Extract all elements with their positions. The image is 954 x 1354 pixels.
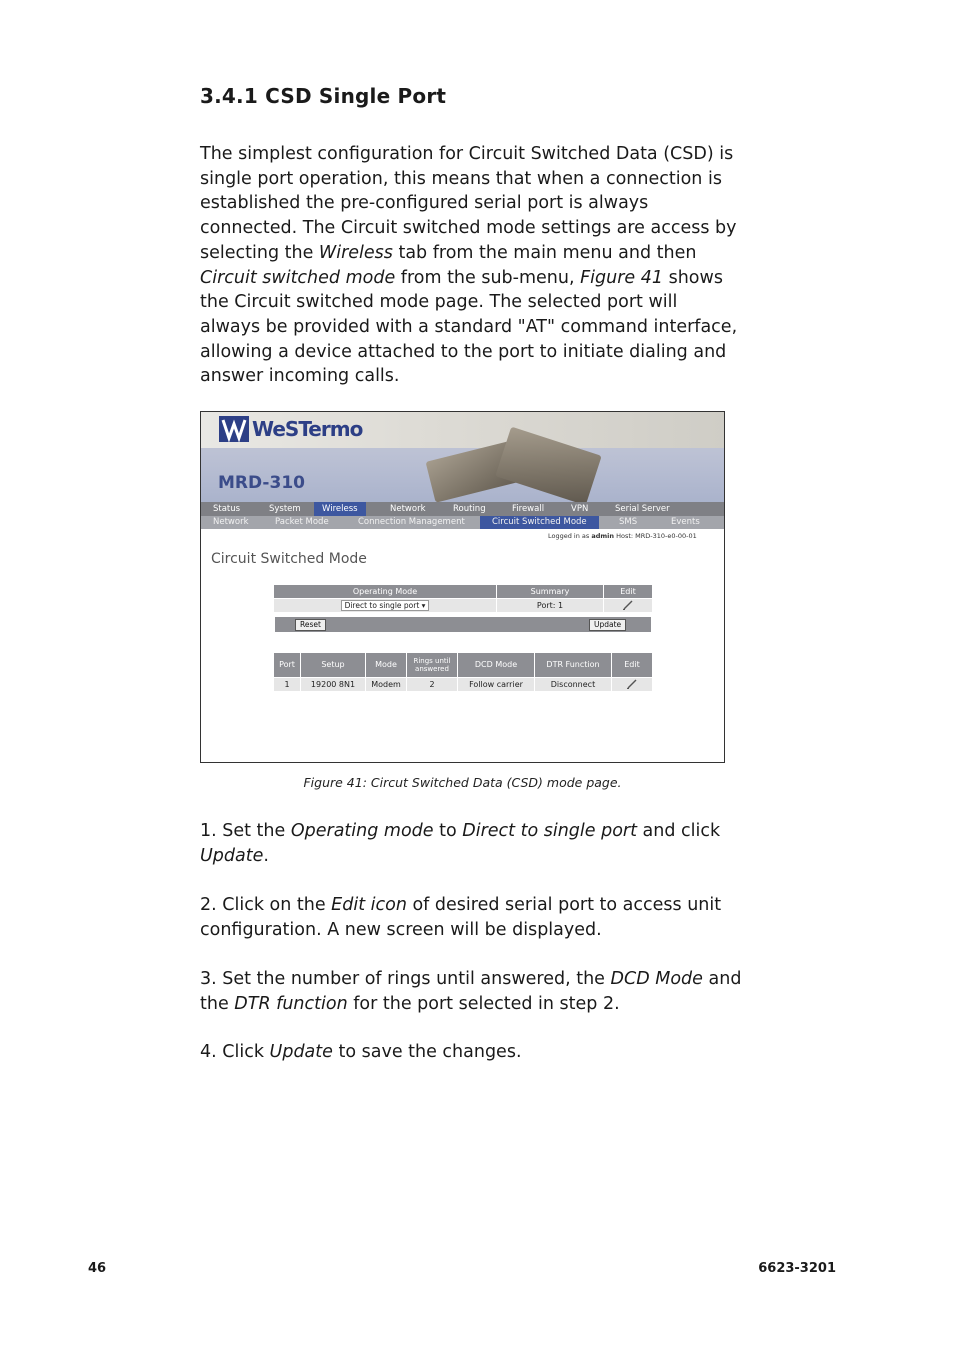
figure-caption: Figure 41: Circut Switched Data (CSD) mode page. <box>303 775 622 790</box>
mode-cell: Modem <box>366 678 406 691</box>
triangle-down-icon: ▾ <box>421 601 426 610</box>
port-table <box>273 652 653 692</box>
setup-cell: 19200 8N1 <box>301 678 365 691</box>
header-rings: Rings until answered <box>407 653 457 677</box>
nav-vpn[interactable]: VPN <box>571 504 589 514</box>
button-row <box>275 617 651 632</box>
page-number: 46 <box>88 1261 107 1276</box>
logo-text: WeSTermo <box>252 417 363 441</box>
summary-cell: Port: 1 <box>497 599 603 612</box>
header-setup: Setup <box>301 653 365 677</box>
page-title: Circuit Switched Mode <box>211 551 367 567</box>
subnav-circuit-switched-mode[interactable]: Circuit Switched Mode <box>480 516 599 529</box>
header-dtr-function: DTR Function <box>535 653 611 677</box>
subnav-connection-management[interactable]: Connection Management <box>358 517 465 527</box>
edit-port-cell <box>612 678 652 691</box>
header-dcd-mode: DCD Mode <box>458 653 534 677</box>
operating-mode-table <box>273 584 653 613</box>
header-port: Port <box>274 653 300 677</box>
subnav-sms[interactable]: SMS <box>619 517 638 527</box>
nav-system[interactable]: System <box>269 504 301 514</box>
step-3: 3. Set the number of rings until answered, the DCD Mode and the DTR function for the port selected in step 2. <box>200 969 742 1014</box>
pencil-icon[interactable] <box>622 603 634 612</box>
nav-network[interactable]: Network <box>390 504 426 514</box>
nav-status[interactable]: Status <box>213 504 241 514</box>
edit-cell <box>604 599 652 612</box>
header-edit-port: Edit <box>612 653 652 677</box>
subnav-events[interactable]: Events <box>671 517 700 527</box>
pencil-icon[interactable] <box>626 682 638 691</box>
subnav-packet-mode[interactable]: Packet Mode <box>275 517 329 527</box>
figure-screenshot <box>200 411 725 763</box>
intro-paragraph: The simplest configuration for Circuit Switched Data (CSD) is single port operation, this means that when a connection is established the pre-configured serial port is always connected. The Circuit switched mode settings are access by selecting the Wireless tab from the main menu and then Circuit switched mode from the sub-menu, Figure 41 shows the Circuit switched mode page. The selected port will always be provided with a standard "AT" command interface, allowing a device attached to the port to initiate dialing and answer incoming calls. <box>200 144 738 387</box>
operating-mode-cell <box>274 599 496 612</box>
logo-mark-icon <box>219 416 249 442</box>
rings-cell: 2 <box>407 678 457 691</box>
header-edit: Edit <box>604 585 652 598</box>
sub-nav <box>201 516 724 529</box>
main-nav <box>201 502 724 516</box>
dtr-cell: Disconnect <box>535 678 611 691</box>
reset-button[interactable]: Reset <box>295 619 326 631</box>
table-row <box>274 678 652 691</box>
header-banner <box>201 412 724 502</box>
nav-firewall[interactable]: Firewall <box>512 504 545 514</box>
header-operating-mode: Operating Mode <box>274 585 496 598</box>
nav-serial-server[interactable]: Serial Server <box>615 504 670 514</box>
nav-routing[interactable]: Routing <box>453 504 486 514</box>
subnav-network[interactable]: Network <box>213 517 249 527</box>
step-4: 4. Click Update to save the changes. <box>200 1042 522 1062</box>
update-button[interactable]: Update <box>589 619 626 631</box>
step-1: 1. Set the Operating mode to Direct to single port and click Update. <box>200 821 721 866</box>
header-mode: Mode <box>366 653 406 677</box>
operating-mode-select[interactable]: Direct to single port ▾ <box>341 600 430 611</box>
dcd-cell: Follow carrier <box>458 678 534 691</box>
westermo-logo <box>219 416 363 442</box>
nav-wireless[interactable]: Wireless <box>314 502 366 516</box>
login-status: Logged in as admin Host: MRD-310-e0-00-01 <box>548 532 697 540</box>
step-2: 2. Click on the Edit icon of desired serial port to access unit configuration. A new screen will be displayed. <box>200 895 722 940</box>
document-number: 6623-3201 <box>758 1261 836 1276</box>
section-heading: 3.4.1 CSD Single Port <box>200 84 447 108</box>
product-name: MRD-310 <box>218 473 305 493</box>
port-cell: 1 <box>274 678 300 691</box>
header-summary: Summary <box>497 585 603 598</box>
